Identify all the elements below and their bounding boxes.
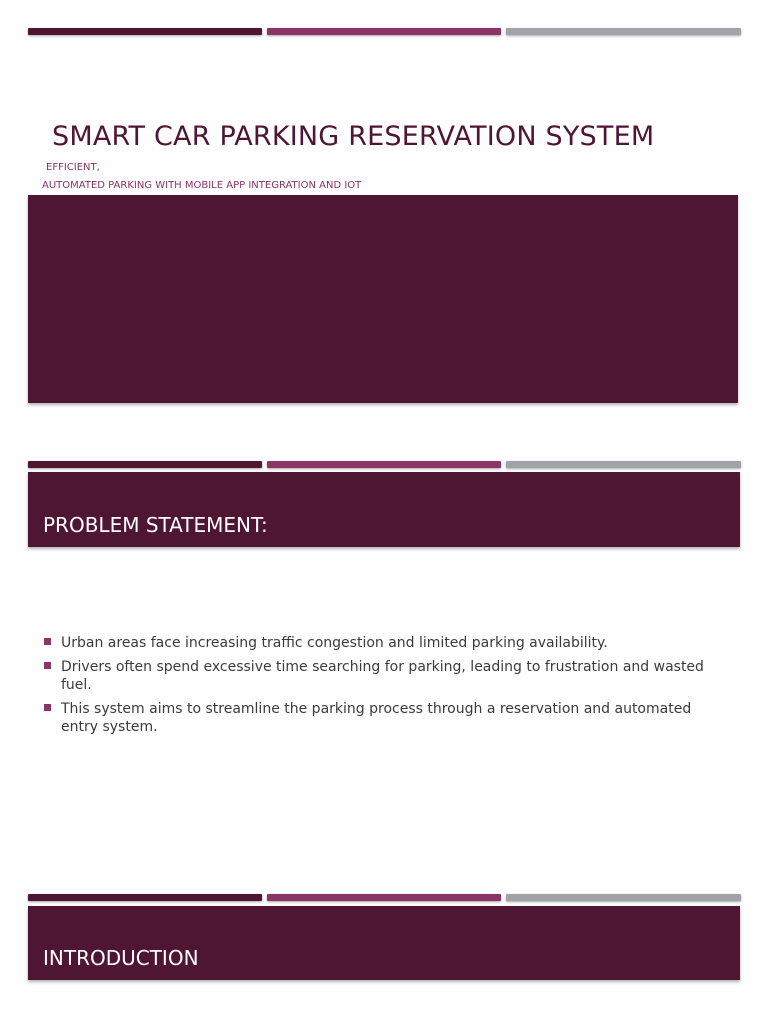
intro-slide-heading: INTRODUCTION [43,946,199,970]
presentation-subtitle-line-2: AUTOMATED PARKING WITH MOBILE APP INTEGRATION AND IOT [42,180,362,191]
accent-stripe-gray [506,461,741,468]
square-bullet-icon [44,704,51,711]
accent-stripe-gray [506,28,741,35]
problem-slide-heading: PROBLEM STATEMENT: [43,513,268,537]
accent-stripe-magenta [267,28,501,35]
accent-stripe-magenta [267,461,501,468]
accent-stripe-magenta [267,894,501,901]
intro-slide-accent-stripes [28,894,741,903]
list-item [42,658,732,694]
list-item [42,700,732,736]
presentation-subtitle-line-1: EFFICIENT, [46,162,100,173]
accent-stripe-dark [28,28,262,35]
title-slide-banner [28,195,738,403]
list-item [42,634,732,652]
problem-bullet-list [42,634,732,742]
square-bullet-icon [44,638,51,645]
bullet-text: Drivers often spend excessive time searching for parking, leading to frustration and wasted fuel. [61,659,704,693]
bullet-text: Urban areas face increasing traffic congestion and limited parking availability. [61,635,608,651]
accent-stripe-gray [506,894,741,901]
bullet-text: This system aims to streamline the parking process through a reservation and automated entry system. [61,701,692,735]
intro-slide-header-banner [28,906,740,980]
accent-stripe-dark [28,894,262,901]
title-slide-accent-stripes [28,28,741,37]
accent-stripe-dark [28,461,262,468]
presentation-title: SMART CAR PARKING RESERVATION SYSTEM [52,121,655,152]
problem-slide-header-banner [28,472,740,547]
square-bullet-icon [44,662,51,669]
problem-slide-accent-stripes [28,461,741,470]
